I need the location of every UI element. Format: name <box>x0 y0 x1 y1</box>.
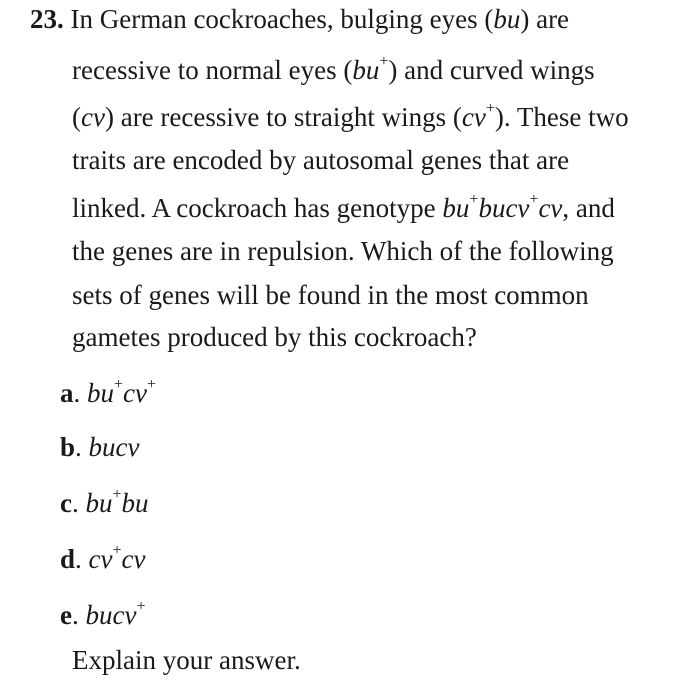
question-number: 23 <box>30 4 57 34</box>
question-line-4: traits are encoded by autosomal genes that are <box>72 145 570 175</box>
question-line-3: (cv) are recessive to straight wings (cv+). These two <box>72 100 629 132</box>
question-line-2: recessive to normal eyes (bu+) and curved wings <box>72 53 595 85</box>
option-d[interactable]: d. cv+cv <box>60 542 146 574</box>
option-a[interactable]: a. bu+cv+ <box>60 376 157 408</box>
option-e[interactable]: e. bucv+ <box>60 598 146 630</box>
question-line-6: the genes are in repulsion. Which of the following <box>72 236 614 266</box>
option-b[interactable]: b. bucv <box>60 432 140 462</box>
question-line-8: gametes produced by this cockroach? <box>72 322 477 352</box>
explain-prompt: Explain your answer. <box>72 645 301 675</box>
option-c[interactable]: c. bu+bu <box>60 486 149 518</box>
question-line-5: linked. A cockroach has genotype bu+bucv+cv, and <box>72 191 615 223</box>
option-letter: b <box>60 432 76 462</box>
option-letter: c <box>60 488 72 518</box>
option-letter: e <box>60 600 72 630</box>
question-line-1: 23. In German cockroaches, bulging eyes (bu) are <box>30 4 570 34</box>
option-letter: a <box>60 378 74 408</box>
option-letter: d <box>60 544 76 574</box>
question-line-7: sets of genes will be found in the most common <box>72 280 589 310</box>
